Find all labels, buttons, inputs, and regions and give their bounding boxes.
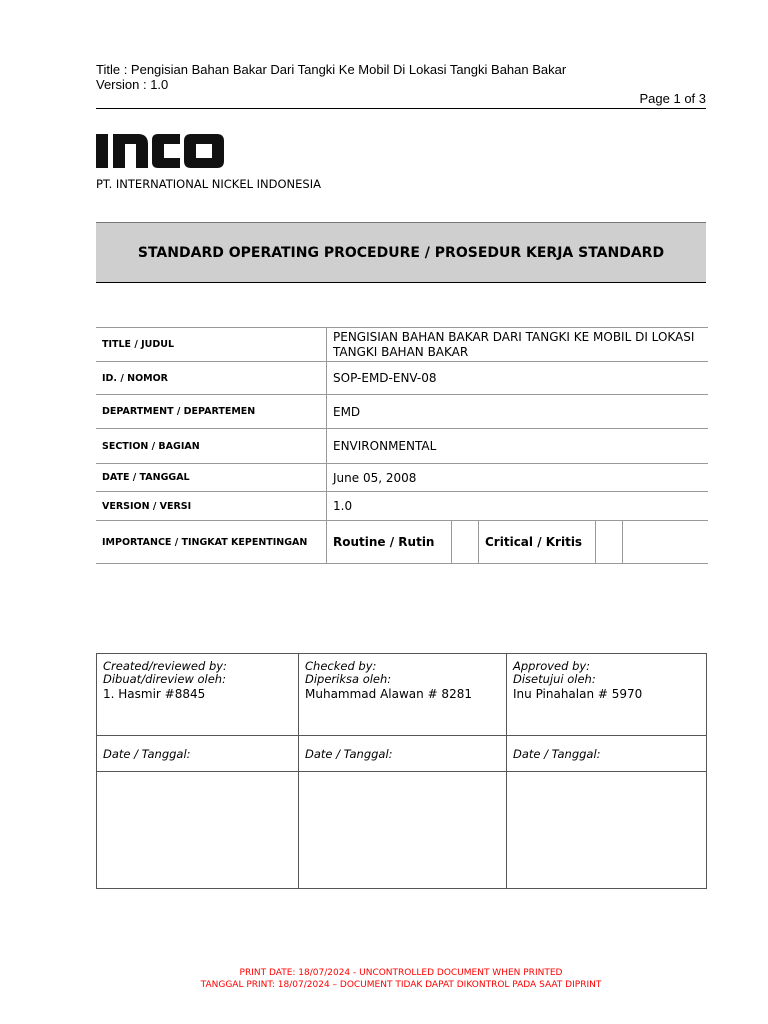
- info-value: 1.0: [327, 492, 709, 521]
- signature-box: [507, 772, 707, 889]
- role-label: Created/reviewed by:: [103, 659, 227, 673]
- info-value: ENVIRONMENTAL: [327, 429, 709, 464]
- info-row-department: [96, 395, 708, 429]
- importance-spacer: [623, 521, 709, 564]
- signature-box: [97, 772, 299, 889]
- date-label: Date / Tanggal:: [513, 747, 601, 761]
- info-row-title: [96, 328, 708, 362]
- role-label: Diperiksa oleh:: [305, 672, 392, 686]
- document-title-header: Title : Pengisian Bahan Bakar Dari Tangki Ke Mobil Di Lokasi Tangki Bahan Bakar: [96, 62, 567, 77]
- print-notice: [0, 967, 768, 991]
- critical-checkbox: [596, 521, 623, 564]
- info-row-section: [96, 429, 708, 464]
- document-version-header: Version : 1.0: [96, 77, 169, 92]
- signature-box: [299, 772, 507, 889]
- info-label: ID. / NOMOR: [96, 362, 327, 395]
- approval-cell-approved: [507, 654, 707, 736]
- info-label: DATE / TANGGAL: [96, 464, 327, 492]
- info-label: SECTION / BAGIAN: [96, 429, 327, 464]
- title-value: PENGISIAN BAHAN BAKAR DARI TANGKI KE MOBIL DI LOKASI TANGKI BAHAN BAKAR: [333, 329, 695, 359]
- header-divider: [96, 108, 706, 109]
- info-value: SOP-EMD-ENV-08: [327, 362, 709, 395]
- approval-date-row: [97, 736, 707, 772]
- info-row-date: [96, 464, 708, 492]
- approval-table: [96, 653, 707, 889]
- page-number: Page 1 of 3: [639, 91, 706, 106]
- role-label: Disetujui oleh:: [513, 672, 596, 686]
- signer-name: 1. Hasmir #8845: [103, 687, 206, 701]
- date-cell: [507, 736, 707, 772]
- approval-names-row: [97, 654, 707, 736]
- signer-name: Inu Pinahalan # 5970: [513, 687, 643, 701]
- role-label: Dibuat/direview oleh:: [103, 672, 226, 686]
- info-value: June 05, 2008: [327, 464, 709, 492]
- sop-banner: [96, 222, 706, 283]
- info-value: EMD: [327, 395, 709, 429]
- approval-cell-created: [97, 654, 299, 736]
- date-label: Date / Tanggal:: [305, 747, 393, 761]
- info-row-importance: [96, 521, 708, 564]
- info-value: [327, 328, 709, 362]
- inco-logo-icon: [96, 130, 226, 172]
- importance-option-routine: Routine / Rutin: [327, 521, 452, 564]
- date-cell: [97, 736, 299, 772]
- routine-checkbox: [452, 521, 479, 564]
- info-label: VERSION / VERSI: [96, 492, 327, 521]
- print-notice-line-1: PRINT DATE: 18/07/2024 - UNCONTROLLED DOCUMENT WHEN PRINTED: [239, 968, 563, 978]
- sop-banner-title: STANDARD OPERATING PROCEDURE / PROSEDUR KERJA STANDARD: [137, 244, 665, 261]
- info-row-version: [96, 492, 708, 521]
- date-label: Date / Tanggal:: [103, 747, 191, 761]
- info-row-id: [96, 362, 708, 395]
- print-notice-line-2: TANGGAL PRINT: 18/07/2024 – DOCUMENT TIDAK DAPAT DIKONTROL PADA SAAT DIPRINT: [200, 980, 602, 990]
- importance-option-critical: Critical / Kritis: [479, 521, 596, 564]
- document-info-table: [96, 327, 708, 564]
- signer-name: Muhammad Alawan # 8281: [305, 687, 472, 701]
- approval-cell-checked: [299, 654, 507, 736]
- role-label: Approved by:: [513, 659, 591, 673]
- date-cell: [299, 736, 507, 772]
- signature-row: [97, 772, 707, 889]
- info-label: DEPARTMENT / DEPARTEMEN: [96, 395, 327, 429]
- info-label: IMPORTANCE / TINGKAT KEPENTINGAN: [96, 521, 327, 564]
- role-label: Checked by:: [305, 659, 377, 673]
- company-name: PT. INTERNATIONAL NICKEL INDONESIA: [96, 177, 321, 191]
- info-label: TITLE / JUDUL: [96, 328, 327, 362]
